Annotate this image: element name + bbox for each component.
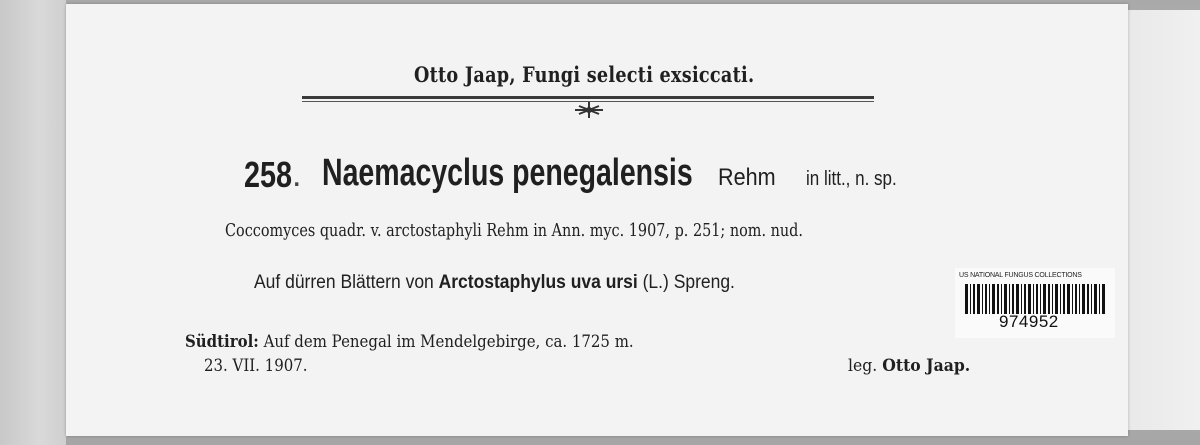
barcode-caption: US NATIONAL FUNGUS COLLECTIONS	[959, 272, 1082, 279]
ornament-icon	[571, 100, 607, 120]
herbarium-label	[66, 4, 1128, 436]
exsiccata-number: 258	[244, 154, 293, 195]
locality-text: Auf dem Penegal im Mendelgebirge, ca. 1725 m.	[263, 332, 634, 352]
host-suffix: (L.) Spreng.	[642, 272, 735, 293]
locality-line	[185, 332, 634, 352]
host-name: Arctostaphylus uva ursi	[438, 272, 638, 293]
host-prefix: Auf dürren Blättern von	[254, 272, 434, 293]
barcode-icon	[965, 284, 1105, 314]
locality-region: Südtirol:	[185, 332, 259, 352]
scan-left-background	[0, 0, 66, 445]
barcode-sticker	[955, 268, 1115, 338]
species-author: Rehm	[718, 164, 776, 191]
collector-line	[848, 356, 970, 376]
authority-note: in litt., n. sp.	[806, 168, 897, 190]
barcode-number: 974952	[999, 312, 1059, 331]
synonym-line: Coccomyces quadr. v. arctostaphyli Rehm in Ann. myc. 1907, p. 251; nom. nud.	[225, 220, 803, 241]
host-line	[254, 272, 735, 294]
collection-date: 23. VII. 1907.	[204, 356, 308, 376]
collector-prefix: leg.	[848, 356, 878, 376]
exsiccata-number-dot: .	[292, 156, 302, 194]
species-name: Naemacyclus penegalensis	[322, 152, 693, 194]
collector-name: Otto Jaap.	[882, 356, 971, 376]
scan-right-background	[1125, 10, 1200, 430]
title-rule-thick	[302, 96, 874, 99]
series-title: Otto Jaap, Fungi selecti exsiccati.	[414, 62, 755, 87]
